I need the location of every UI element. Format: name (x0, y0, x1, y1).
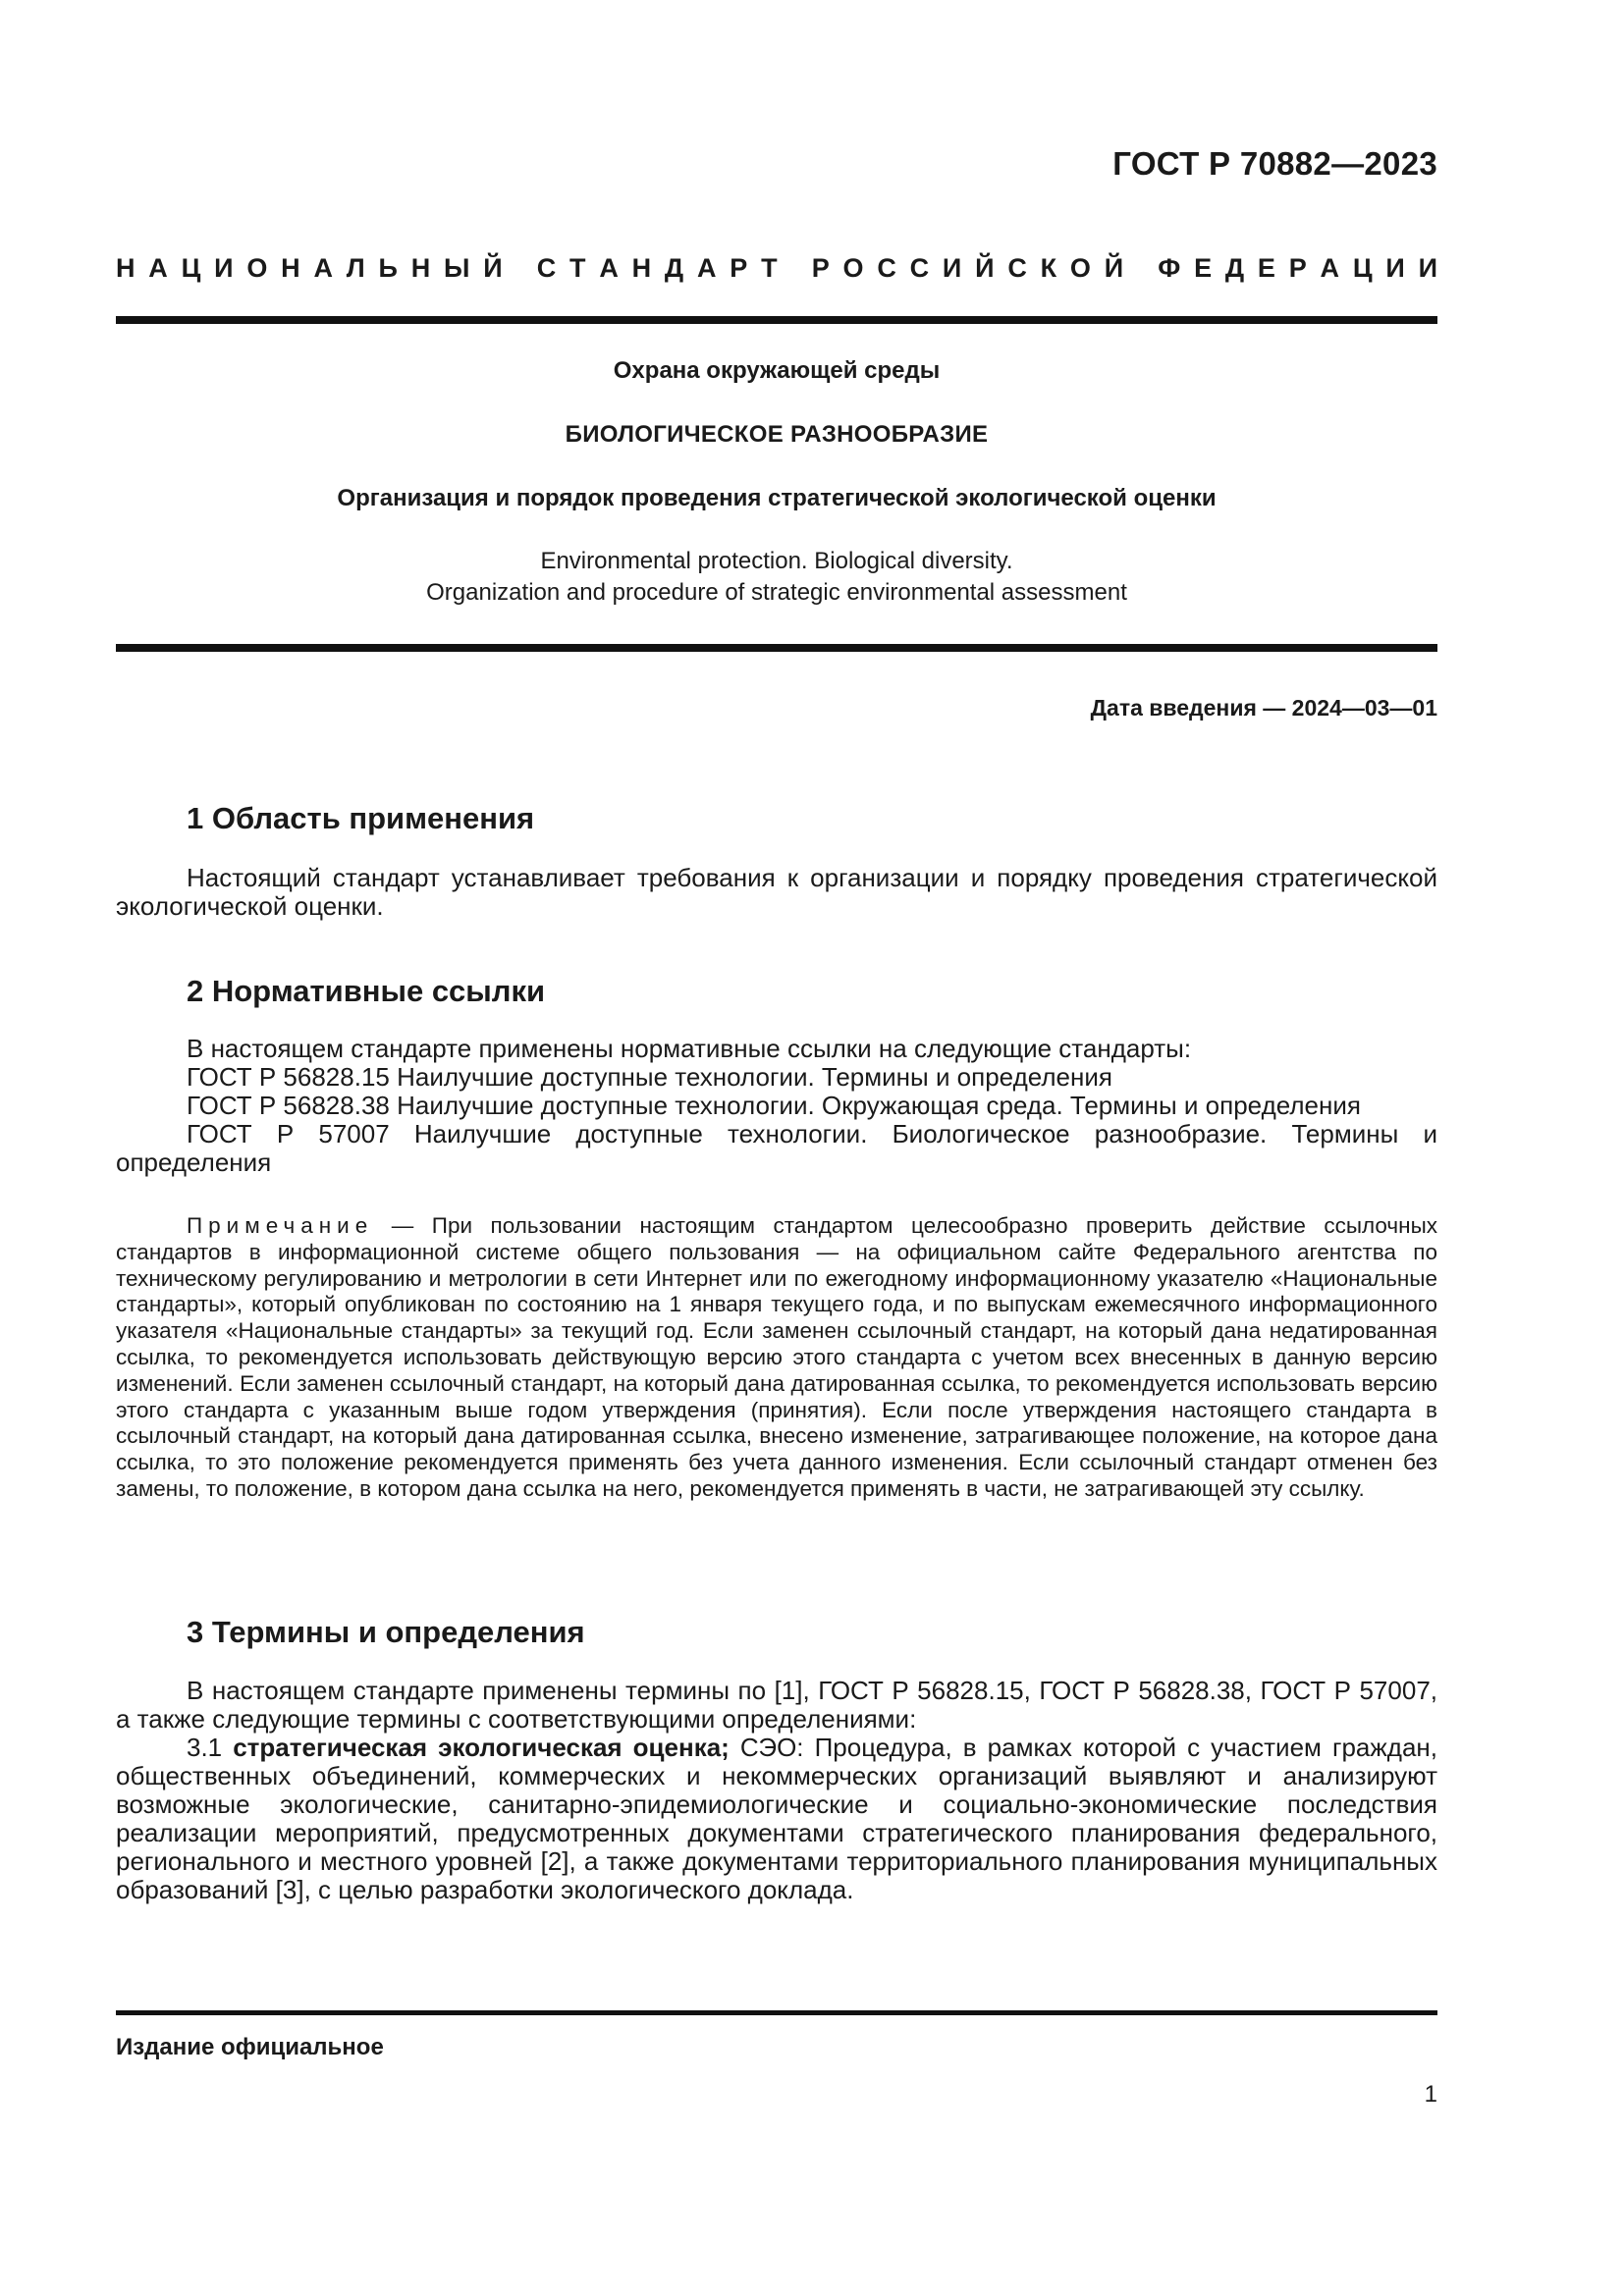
section-references-body (116, 1035, 1437, 1177)
banner-letter: Н (116, 253, 135, 283)
banner-letter: Й (975, 253, 995, 283)
banner-letter: Р (730, 253, 748, 283)
term-name: стратегическая экологическая оценка; (233, 1733, 730, 1762)
banner-letter: Н (631, 253, 652, 283)
footer-divider (116, 2010, 1437, 2015)
official-edition-label: Издание официальное (116, 2034, 384, 2060)
section-heading-scope: 1 Область применения (187, 801, 535, 835)
banner-letter: С (877, 253, 896, 283)
national-standard-banner (116, 253, 1437, 284)
section-heading-terms: 3 Термины и определения (187, 1615, 585, 1649)
banner-letter: Д (664, 253, 684, 283)
banner-letter (790, 253, 798, 284)
banner-letter: Т (569, 253, 586, 283)
banner-letter: А (148, 253, 168, 283)
section-terms-body (116, 1677, 1437, 1904)
banner-letter: Н (410, 253, 431, 283)
banner-letter: О (246, 253, 268, 283)
reference-item: ГОСТ Р 57007 Наилучшие доступные технологии. Биологическое разнообразие. Термины и определения (116, 1119, 1437, 1177)
banner-letter: С (536, 253, 557, 283)
section-scope-body (116, 864, 1437, 921)
banner-letter: Ы (443, 253, 470, 283)
banner-letter: И (1385, 253, 1405, 283)
paragraph: Настоящий стандарт устанавливает требования к организации и порядку проведения стратегической экологической оценки. (116, 863, 1437, 921)
banner-letter: А (599, 253, 619, 283)
term-number: 3.1 (187, 1733, 234, 1762)
title-divider (116, 644, 1437, 652)
gost-code: ГОСТ Р 70882—2023 (1112, 145, 1437, 182)
english-title-line-1: Environmental protection. Biological diversity. (540, 548, 1013, 574)
banner-letter: Р (1288, 253, 1307, 283)
introduction-date: Дата введения — 2024—03—01 (1090, 695, 1437, 721)
english-title (116, 546, 1437, 609)
banner-letter: Н (281, 253, 300, 283)
paragraph: В настоящем стандарте применены нормативные ссылки на следующие стандарты: (187, 1034, 1192, 1063)
banner-letter: Е (1194, 253, 1213, 283)
banner-letter: Й (483, 253, 503, 283)
document-subtitle: Организация и порядок проведения стратегической экологической оценки (337, 485, 1217, 511)
references-note (116, 1213, 1437, 1503)
banner-letter (1137, 253, 1145, 284)
banner-letter: Й (1104, 253, 1124, 283)
banner-letter: Д (1224, 253, 1245, 283)
note-label: Примечание (187, 1213, 374, 1238)
banner-letter: И (942, 253, 962, 283)
banner-letter: Е (1257, 253, 1275, 283)
top-divider (116, 316, 1437, 324)
banner-letter: Ф (1158, 253, 1181, 283)
banner-letter: Т (761, 253, 778, 283)
banner-letter: А (1320, 253, 1340, 283)
banner-letter: А (313, 253, 333, 283)
term-text: СЭО: Процедура, в рамках которой с участием граждан, общественных объединений, коммерческих и некоммерческих организаций выявляют и анализируют возможные экологические, санитарно-эпидемиологические и социально-экономические последствия реализации мероприятий, предусмотренных документами стратегического планирования федерального, регионального и местного уровней [2], а также документами территориального планирования муниципальных образований [3], с целью разработки экологического доклада. (116, 1733, 1437, 1904)
banner-letter: Р (811, 253, 830, 283)
banner-letter: И (1418, 253, 1437, 283)
banner-letter: А (696, 253, 717, 283)
page-number: 1 (1424, 2081, 1437, 2108)
banner-letter: И (214, 253, 234, 283)
banner-letter (515, 253, 523, 284)
banner-letter: О (842, 253, 864, 283)
term-definition (116, 1734, 1437, 1904)
reference-item: ГОСТ Р 56828.38 Наилучшие доступные технологии. Окружающая среда. Термины и определения (187, 1091, 1361, 1120)
english-title-line-2: Organization and procedure of strategic environmental assessment (426, 579, 1127, 606)
banner-letter: О (1069, 253, 1091, 283)
banner-letter: К (1040, 253, 1057, 283)
reference-item: ГОСТ Р 56828.15 Наилучшие доступные технологии. Термины и определения (187, 1062, 1112, 1092)
banner-letter: С (909, 253, 930, 283)
banner-letter: Ц (181, 253, 201, 283)
banner-letter: С (1007, 253, 1027, 283)
document-subject: Охрана окружающей среды (613, 357, 941, 384)
banner-letter: Ц (1352, 253, 1373, 283)
section-heading-references: 2 Нормативные ссылки (187, 974, 546, 1008)
banner-letter: Л (346, 253, 365, 283)
banner-letter: Ь (378, 253, 398, 283)
paragraph: В настоящем стандарте применены термины по [1], ГОСТ Р 56828.15, ГОСТ Р 56828.38, ГОСТ Р 57007, а также следующие термины с соответствующими определениями: (116, 1676, 1437, 1734)
note-text: — При пользовании настоящим стандартом целесообразно проверить действие ссылочных стандартов в информационной системе общего пользования — на официальном сайте Федерального агентства по техническому регулированию и метрологии в сети Интернет или по ежегодному информационному указателю «Национальные стандарты», который опубликован по состоянию на 1 января текущего года, и по выпускам ежемесячного информационного указателя «Национальные стандарты» за текущий год. Если заменен ссылочный стандарт, на который дана недатированная ссылка, то рекомендуется использовать действующую версию этого стандарта с учетом всех внесенных в данную версию изменений. Если заменен ссылочный стандарт, на который дана датированная ссылка, то рекомендуется использовать версию этого стандарта с указанным выше годом утверждения (принятия). Если после утверждения настоящего стандарта в ссылочный стандарт, на который дана датированная ссылка, внесено изменение, затрагивающее положение, на которое дана ссылка, то это положение рекомендуется применять без учета данного изменения. Если ссылочный стандарт отменен без замены, то положение, в котором дана ссылка на него, рекомендуется применять в части, не затрагивающей эту ссылку. (116, 1213, 1437, 1501)
document-title: БИОЛОГИЧЕСКОЕ РАЗНООБРАЗИЕ (565, 421, 989, 448)
